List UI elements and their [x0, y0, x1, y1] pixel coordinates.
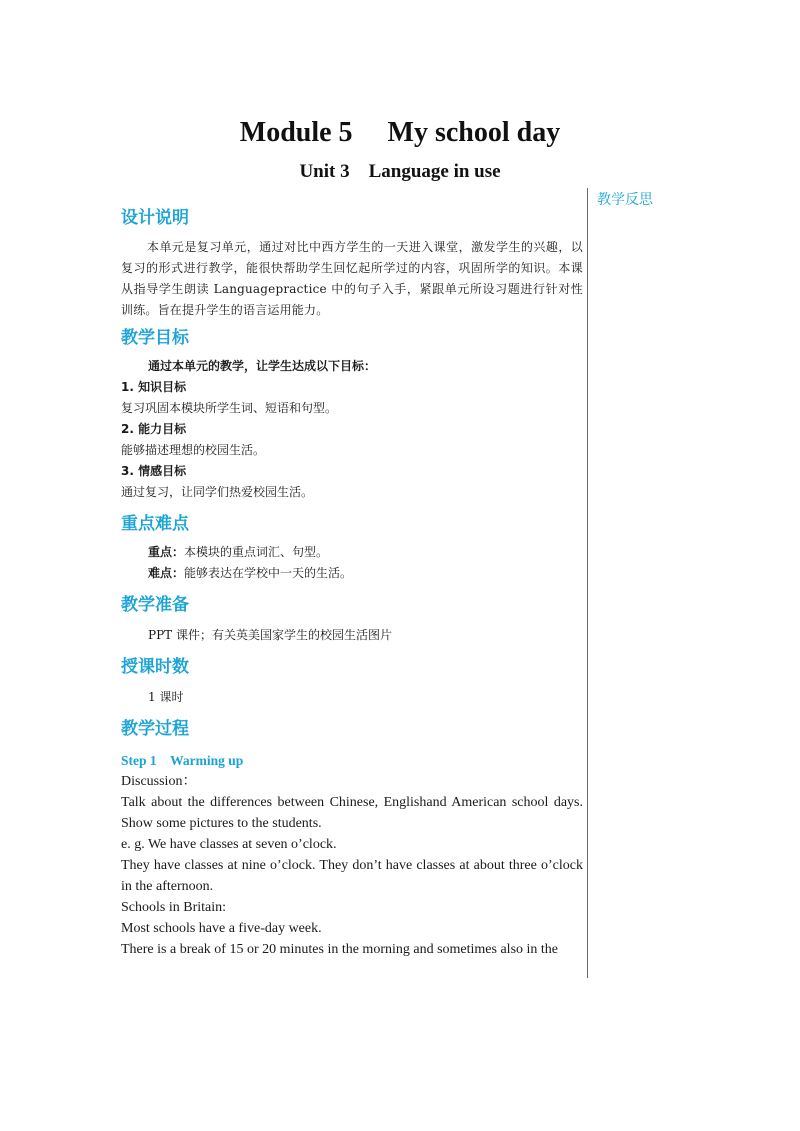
process-line: There is a break of 15 or 20 minutes in the morning and sometimes also in the	[121, 942, 559, 957]
design-text: 本单元是复习单元，通过对比中西方学生的一天进入课堂，激发学生的兴趣，以复习的形式进行教学，能很快帮助学生回忆起所学过的内容，巩固所学的知识。本课从指导学生朗读 Languagepractice 中的句子入手，紧跟单元所设习题进行针对性训练。旨在提升学生的语言运用能力。	[121, 240, 583, 317]
goals-intro: 通过本单元的教学，让学生达成以下目标：	[148, 359, 377, 373]
hours-heading: 授课时数	[121, 657, 189, 677]
design-heading: 设计说明	[121, 208, 189, 228]
process-heading: 教学过程	[121, 719, 189, 739]
difficulty-line: 难点：能够表达在学校中一天的生活。	[148, 566, 353, 580]
focus-line: 重点：本模块的重点词汇、句型。	[148, 545, 329, 559]
main-column	[121, 205, 583, 960]
goal-1-label: 1. 知识目标	[121, 380, 187, 394]
key-points-heading: 重点难点	[121, 514, 189, 534]
goal-1-text: 复习巩固本模块所学生词、短语和句型。	[121, 401, 338, 415]
step-1-heading: Step 1 Warming up	[121, 753, 244, 768]
unit-subtitle: Unit 3 Language in use	[299, 161, 501, 182]
hours-text: 1 课时	[148, 690, 184, 704]
goal-3-label: 3. 情感目标	[121, 464, 187, 478]
column-divider	[587, 188, 588, 978]
process-line: Discussion：	[121, 774, 197, 789]
goals-heading: 教学目标	[121, 328, 189, 348]
process-line: Schools in Britain:	[121, 900, 226, 915]
goal-2-label: 2. 能力目标	[121, 422, 187, 436]
reflection-heading: 教学反思	[597, 192, 653, 208]
process-line: e. g. We have classes at seven o’clock.	[121, 837, 337, 852]
module-title: Module 5 My school day	[239, 117, 561, 148]
process-line: Most schools have a five-day week.	[121, 921, 322, 936]
goal-3-text: 通过复习，让同学们热爱校园生活。	[121, 485, 314, 499]
prep-heading: 教学准备	[121, 595, 189, 615]
process-line: They have classes at nine o’clock. They don’t have classes at about three o’clock in the afternoon.	[121, 858, 583, 894]
prep-text: PPT 课件；有关英美国家学生的校园生活图片	[148, 628, 392, 642]
process-line: Talk about the differences between Chinese, Englishand American school days. Show some pictures to the students.	[121, 795, 583, 831]
goal-2-text: 能够描述理想的校园生活。	[121, 443, 266, 457]
